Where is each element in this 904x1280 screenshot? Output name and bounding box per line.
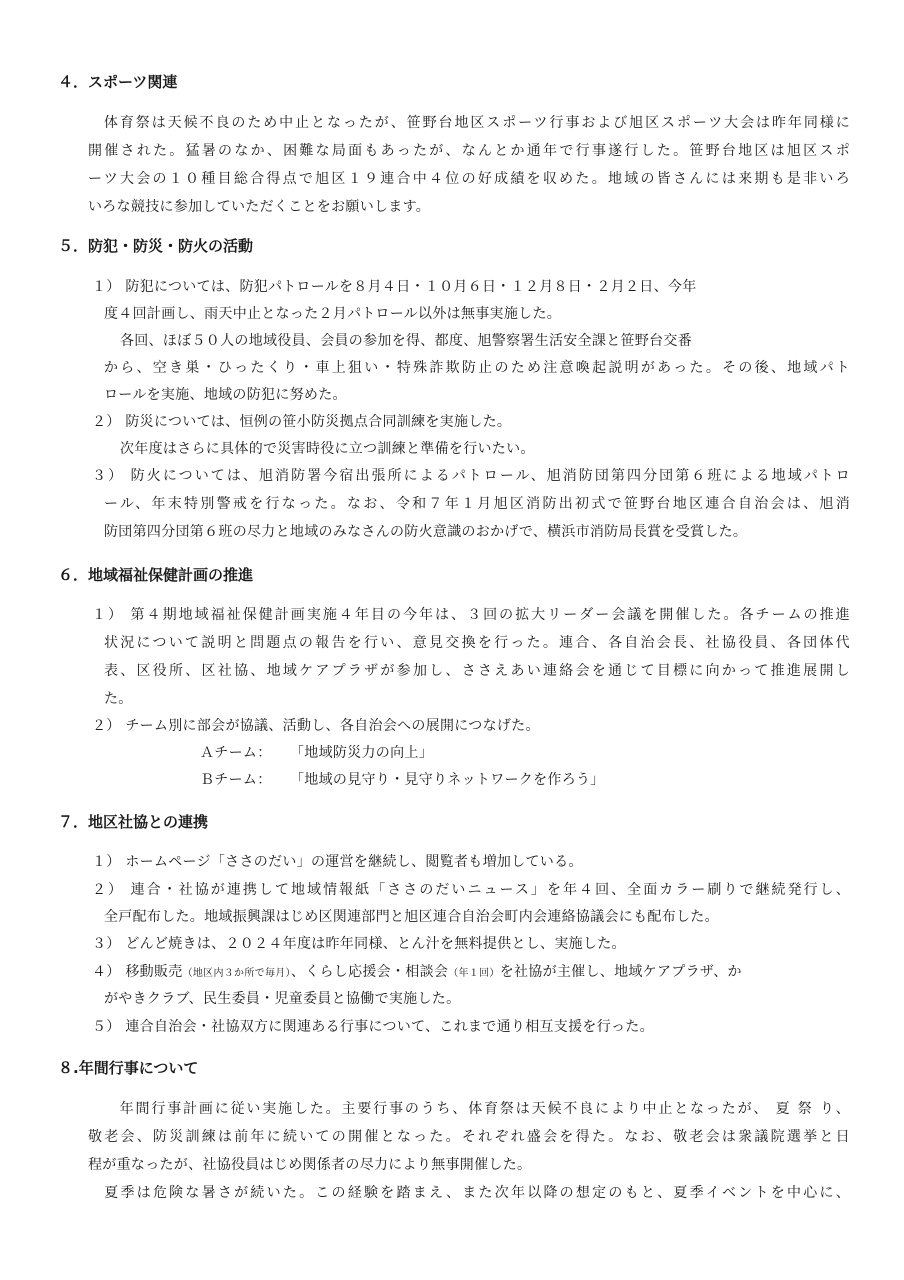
section-5-item-1-line-4: から、空き巣・ひったくり・車上狙い・特殊詐欺防止のため注意喚起説明があった。その後、地域パト — [104, 360, 850, 376]
section-5-item-3-line-1: ３） 防火については、旭消防署今宿出張所によるパトロール、旭消防団第四分団第６班による地域パトロ — [92, 468, 850, 484]
section-6-item-1-line-3: 表、区役所、区社協、地域ケアプラザが参加し、ささえあい連絡会を通じて目標に向かって推進展開し — [104, 663, 850, 679]
team-b-text: 「地域の見守り・見守りネットワークを作ろう」 — [290, 772, 605, 788]
section-8-line-3: 程が重なったが、社協役員はじめ関係者の尽力により無事開催した。 — [88, 1157, 532, 1173]
section-7-item-1: １） ホームページ「ささのだい」の運営を継続し、閲覧者も増加している。 — [92, 854, 583, 870]
section-4-line-4: いろな競技に参加していただくことをお願いします。 — [88, 199, 431, 215]
section-8-line-1: 年間行事計画に従い実施した。主要行事のうち、体育祭は天候不良により中止となったが、 夏 祭 り、 — [88, 1101, 850, 1117]
section-4-line-1: 体育祭は天候不良のため中止となったが、笹野台地区スポーツ行事および旭区スポーツ大会は昨年同様に — [88, 115, 850, 131]
team-b-label: Ｂチーム： — [200, 772, 272, 788]
section-7-item-2-line-1: ２） 連合・社協が連携して地域情報紙「ささのだいニュース」を年４回、全面カラー刷りで継続発行し、 — [92, 882, 850, 898]
section-7-item-2-line-2: 全戸配布した。地域振興課はじめ区関連部門と旭区連合自治会町内会連絡協議会にも配布した。 — [104, 909, 719, 925]
item-4-note-b: （年１回） — [448, 968, 500, 979]
section-5-item-1-line-1: １） 防犯については、防犯パトロールを８月４日・１０月６日・１２月８日・２月２日、今年 — [92, 279, 697, 295]
section-8-heading: ８.年間行事について — [58, 1059, 199, 1077]
section-5-item-1-line-3: 各回、ほぼ５０人の地域役員、会員の参加を得、都度、旭警察署生活安全課と笹野台交番 — [120, 333, 692, 349]
item-4-text-b: 、くらし応援会・相談会 — [290, 964, 449, 980]
section-5-item-2-line-1: ２） 防災については、恒例の笹小防災拠点合同訓練を実施した。 — [92, 414, 512, 430]
section-4-heading: ４．スポーツ関連 — [58, 73, 178, 91]
section-5-item-1-line-5: ロールを実施、地域の防犯に努めた。 — [104, 387, 347, 403]
section-5-item-3-line-3: 防団第四分団第６班の尽力と地域のみなさんの防火意識のおかげで、横浜市消防局長賞を受賞した。 — [104, 524, 748, 540]
section-6-heading: ６．地域福祉保健計画の推進 — [58, 566, 254, 584]
section-5-item-1-line-2: 度４回計画し、雨天中止となった２月パトロール以外は無事実施した。 — [104, 306, 562, 322]
section-5-item-2-line-2: 次年度はさらに具体的で災害時役に立つ訓練と準備を行いたい。 — [120, 441, 535, 457]
team-a-text: 「地域防災力の向上」 — [290, 745, 433, 761]
section-6-item-1-line-2: 状況について説明と問題点の報告を行い、意見交換を行った。連合、各自治会長、社協役員、各団体代 — [104, 635, 850, 651]
section-7-heading: ７．地区社協との連携 — [58, 813, 209, 831]
section-6-item-1-line-4: た。 — [104, 691, 133, 707]
item-4-note-a: （地区内３か所で毎月） — [182, 968, 291, 979]
section-5-item-3-line-2: ール、年末特別警戒を行なった。なお、令和７年１月旭区消防出初式で笹野台地区連合自治会は、旭消 — [104, 496, 850, 512]
section-8-line-2: 敬老会、防災訓練は前年に続いての開催となった。それぞれ盛会を得た。なお、敬老会は衆議院選挙と日 — [88, 1129, 850, 1145]
section-8-line-4: 夏季は危険な暑さが続いた。この経験を踏まえ、また次年以降の想定のもと、夏季イベントを中心に、 — [88, 1185, 850, 1201]
section-7-item-5: ５） 連合自治会・社協双方に関連ある行事について、これまで通り相互支援を行った。 — [92, 1019, 654, 1035]
item-4-text-a: ４） 移動販売 — [92, 964, 183, 980]
section-6-item-2-line-1: ２） チーム別に部会が協議、活動し、各自治会への展開につなげた。 — [92, 718, 540, 734]
section-4-line-3: ーツ大会の１０種目総合得点で旭区１９連合中４位の好成績を収めた。地域の皆さんには来期も是非いろ — [88, 171, 850, 187]
section-5-heading: ５．防犯・防災・防火の活動 — [58, 237, 254, 255]
section-7-item-4-line-1 — [92, 962, 742, 984]
section-7-item-4-line-2: がやきクラブ、民生委員・児童委員と協働で実施した。 — [104, 991, 461, 1007]
section-6-item-1-line-1: １） 第４期地域福祉保健計画実施４年目の今年は、３回の拡大リーダー会議を開催した。各チームの推進 — [92, 607, 850, 623]
team-a-label: Ａチーム： — [200, 745, 272, 761]
item-4-text-c: を社協が主催し、地域ケアプラザ、か — [499, 964, 742, 980]
section-7-item-3: ３） どんど焼きは、２０２４年度は昨年同様、とん汁を無料提供とし、実施した。 — [92, 936, 626, 952]
section-4-line-2: 開催された。猛暑のなか、困難な局面もあったが、なんとか通年で行事遂行した。笹野台地区は旭区スポ — [88, 143, 850, 159]
